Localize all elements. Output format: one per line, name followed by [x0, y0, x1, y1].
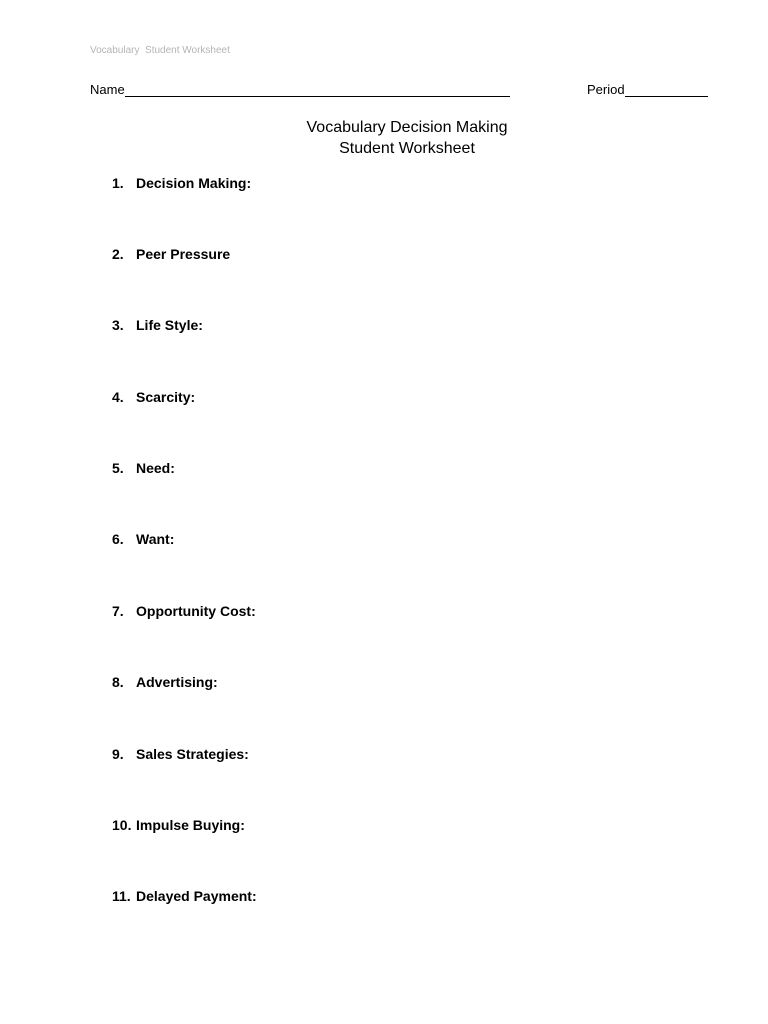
vocab-term: Impulse Buying: [136, 817, 245, 833]
vocab-item [112, 175, 251, 191]
vocab-term: Decision Making: [136, 175, 252, 191]
vocab-term: Need: [136, 460, 175, 476]
vocab-term: Life Style: [136, 317, 203, 333]
vocab-number: 5. [112, 460, 124, 476]
vocab-number: 10. [112, 817, 132, 833]
vocab-item [112, 389, 195, 405]
vocab-number: 8. [112, 674, 124, 690]
running-header: Vocabulary Student Worksheet [90, 45, 230, 56]
worksheet-subtitle: Student Worksheet [339, 140, 475, 157]
vocab-item [112, 817, 245, 833]
vocab-item [112, 531, 174, 547]
vocab-item [112, 317, 203, 333]
vocab-number: 11. [112, 888, 131, 904]
vocab-number: 1. [112, 175, 124, 191]
name-field [90, 82, 510, 97]
vocab-number: 7. [112, 603, 124, 619]
vocab-number: 9. [112, 746, 124, 762]
name-label: Name [90, 82, 125, 97]
vocab-number: 4. [112, 389, 124, 405]
vocab-item [112, 746, 249, 762]
vocab-number: 3. [112, 317, 124, 333]
period-label: Period [587, 82, 625, 97]
vocab-item [112, 888, 257, 904]
vocab-term: Advertising: [136, 674, 218, 690]
name-blank-line [125, 82, 510, 97]
period-field [587, 82, 708, 97]
vocab-item [112, 603, 256, 619]
vocab-term: Sales Strategies: [136, 746, 249, 762]
vocab-term: Peer Pressure [136, 246, 231, 262]
vocab-term: Scarcity: [136, 389, 196, 405]
vocab-term: Opportunity Cost: [136, 603, 256, 619]
vocab-term: Delayed Payment: [136, 888, 257, 904]
period-blank-line [625, 82, 708, 97]
vocab-term: Want: [136, 531, 175, 547]
vocab-number: 6. [112, 531, 124, 547]
vocab-item [112, 460, 175, 476]
vocab-number: 2. [112, 246, 124, 262]
vocab-item [112, 674, 218, 690]
worksheet-title: Vocabulary Decision Making [306, 119, 508, 136]
vocab-item [112, 246, 230, 262]
